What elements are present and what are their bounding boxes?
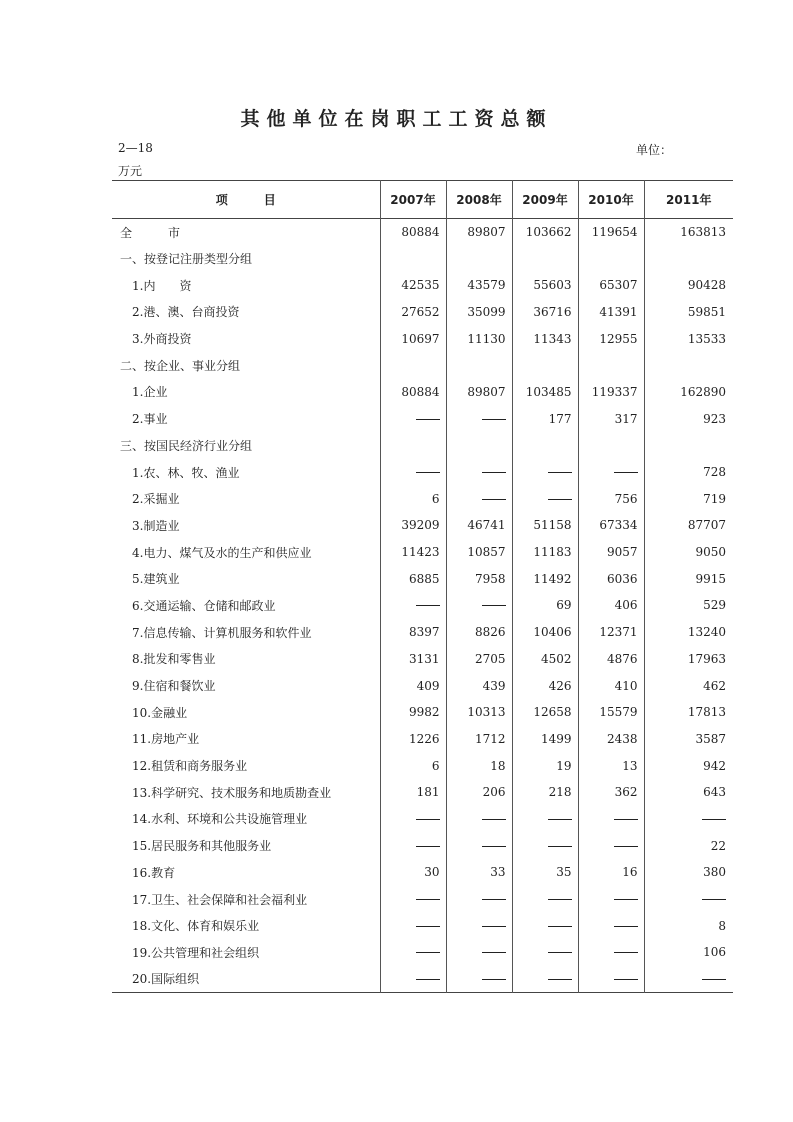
page-title: 其他单位在岗职工工资总额 <box>240 108 553 130</box>
cell-value: 380 <box>644 859 733 886</box>
cell-value: 3587 <box>644 726 733 753</box>
cell-value: 27652 <box>380 299 446 326</box>
table-row <box>112 779 733 806</box>
cell-value: 1499 <box>512 726 578 753</box>
row-label: 7.信息传输、计算机服务和软件业 <box>132 625 312 640</box>
cell-value <box>380 966 446 993</box>
row-label: 1.企业 <box>132 385 168 400</box>
no-data-dash <box>416 819 440 820</box>
cell-value: 51158 <box>512 512 578 539</box>
cell-value <box>578 912 644 939</box>
cell-value: 643 <box>644 779 733 806</box>
cell-value: 9915 <box>644 565 733 592</box>
cell-value: 12371 <box>578 619 644 646</box>
no-data-dash <box>702 979 726 980</box>
no-data-dash <box>416 419 440 420</box>
table-row <box>112 939 733 966</box>
cell-value: 1712 <box>446 726 512 753</box>
table-row <box>112 966 733 993</box>
cell-value <box>644 245 733 272</box>
cell-value <box>578 245 644 272</box>
no-data-dash <box>482 605 506 606</box>
cell-value: 9050 <box>644 539 733 566</box>
cell-value: 16 <box>578 859 644 886</box>
header-year: 2011年 <box>644 181 733 219</box>
cell-value: 80884 <box>380 219 446 246</box>
cell-value: 11130 <box>446 325 512 352</box>
cell-value <box>512 939 578 966</box>
cell-value: 18 <box>446 752 512 779</box>
header-year: 2007年 <box>380 181 446 219</box>
cell-value <box>512 886 578 913</box>
cell-value: 89807 <box>446 379 512 406</box>
table-row <box>112 219 733 246</box>
cell-value: 103485 <box>512 379 578 406</box>
cell-value: 22 <box>644 832 733 859</box>
no-data-dash <box>548 819 572 820</box>
cell-value <box>512 912 578 939</box>
no-data-dash <box>614 899 638 900</box>
table-row <box>112 272 733 299</box>
cell-value: 41391 <box>578 299 644 326</box>
row-label: 2.港、澳、台商投资 <box>132 305 240 320</box>
table-row <box>112 619 733 646</box>
cell-value: 8397 <box>380 619 446 646</box>
cell-value: 462 <box>644 672 733 699</box>
cell-value: 67334 <box>578 512 644 539</box>
table-row <box>112 806 733 833</box>
cell-value <box>380 245 446 272</box>
row-label: 2.采掘业 <box>132 492 180 507</box>
cell-value: 410 <box>578 672 644 699</box>
cell-value <box>380 432 446 459</box>
cell-value <box>644 966 733 993</box>
cell-value: 80884 <box>380 379 446 406</box>
no-data-dash <box>548 979 572 980</box>
table-row <box>112 459 733 486</box>
cell-value <box>512 432 578 459</box>
table-row <box>112 726 733 753</box>
cell-value: 8826 <box>446 619 512 646</box>
no-data-dash <box>416 846 440 847</box>
header-row <box>112 181 733 219</box>
table-row <box>112 646 733 673</box>
no-data-dash <box>482 979 506 980</box>
cell-value: 119337 <box>578 379 644 406</box>
table-row <box>112 752 733 779</box>
row-label: 2.事业 <box>132 412 168 427</box>
cell-value: 13 <box>578 752 644 779</box>
no-data-dash <box>482 419 506 420</box>
no-data-dash <box>416 952 440 953</box>
cell-value <box>446 886 512 913</box>
cell-value <box>578 966 644 993</box>
cell-value: 9982 <box>380 699 446 726</box>
cell-value <box>380 459 446 486</box>
cell-value <box>512 245 578 272</box>
no-data-dash <box>614 819 638 820</box>
cell-value <box>380 912 446 939</box>
no-data-dash <box>482 899 506 900</box>
no-data-dash <box>416 472 440 473</box>
cell-value: 11423 <box>380 539 446 566</box>
row-label: 5.建筑业 <box>132 572 180 587</box>
table-row <box>112 432 733 459</box>
cell-value <box>446 592 512 619</box>
no-data-dash <box>614 926 638 927</box>
cell-value <box>512 806 578 833</box>
row-label: 3.外商投资 <box>132 332 192 347</box>
cell-value: 36716 <box>512 299 578 326</box>
cell-value: 10406 <box>512 619 578 646</box>
table-row <box>112 539 733 566</box>
cell-value: 6 <box>380 752 446 779</box>
no-data-dash <box>482 846 506 847</box>
cell-value: 728 <box>644 459 733 486</box>
no-data-dash <box>548 499 572 500</box>
table-row <box>112 245 733 272</box>
unit-value: 万元 <box>118 164 143 178</box>
cell-value: 8 <box>644 912 733 939</box>
no-data-dash <box>614 472 638 473</box>
table-row <box>112 352 733 379</box>
row-label: 12.租赁和商务服务业 <box>132 759 248 774</box>
cell-value <box>446 939 512 966</box>
no-data-dash <box>548 472 572 473</box>
cell-value <box>578 832 644 859</box>
cell-value: 42535 <box>380 272 446 299</box>
row-label: 三、按国民经济行业分组 <box>120 438 253 453</box>
cell-value: 6036 <box>578 565 644 592</box>
cell-value: 35099 <box>446 299 512 326</box>
no-data-dash <box>482 472 506 473</box>
cell-value: 218 <box>512 779 578 806</box>
cell-value <box>578 432 644 459</box>
no-data-dash <box>416 979 440 980</box>
cell-value: 35 <box>512 859 578 886</box>
table-row <box>112 325 733 352</box>
cell-value <box>446 832 512 859</box>
cell-value: 2705 <box>446 646 512 673</box>
cell-value: 46741 <box>446 512 512 539</box>
no-data-dash <box>482 926 506 927</box>
no-data-dash <box>548 899 572 900</box>
table-row <box>112 379 733 406</box>
cell-value: 33 <box>446 859 512 886</box>
cell-value <box>578 459 644 486</box>
cell-value <box>644 806 733 833</box>
cell-value <box>380 592 446 619</box>
cell-value: 162890 <box>644 379 733 406</box>
no-data-dash <box>482 952 506 953</box>
no-data-dash <box>614 979 638 980</box>
cell-value <box>578 806 644 833</box>
cell-value: 942 <box>644 752 733 779</box>
cell-value: 206 <box>446 779 512 806</box>
cell-value: 529 <box>644 592 733 619</box>
cell-value <box>380 832 446 859</box>
cell-value: 2438 <box>578 726 644 753</box>
table-row <box>112 832 733 859</box>
cell-value: 55603 <box>512 272 578 299</box>
cell-value: 12658 <box>512 699 578 726</box>
row-label: 1.内 资 <box>132 278 192 293</box>
cell-value <box>644 352 733 379</box>
cell-value: 39209 <box>380 512 446 539</box>
cell-value: 4502 <box>512 646 578 673</box>
cell-value <box>644 886 733 913</box>
cell-value <box>446 352 512 379</box>
cell-value: 719 <box>644 485 733 512</box>
cell-value: 439 <box>446 672 512 699</box>
cell-value: 119654 <box>578 219 644 246</box>
cell-value: 9057 <box>578 539 644 566</box>
cell-value: 59851 <box>644 299 733 326</box>
cell-value: 13240 <box>644 619 733 646</box>
cell-value: 89807 <box>446 219 512 246</box>
no-data-dash <box>548 952 572 953</box>
cell-value <box>512 485 578 512</box>
cell-value: 6 <box>380 485 446 512</box>
no-data-dash <box>548 846 572 847</box>
cell-value <box>380 886 446 913</box>
table-row <box>112 485 733 512</box>
cell-value: 923 <box>644 405 733 432</box>
no-data-dash <box>702 899 726 900</box>
cell-value <box>380 352 446 379</box>
cell-value: 106 <box>644 939 733 966</box>
cell-value <box>446 459 512 486</box>
cell-value <box>644 432 733 459</box>
cell-value <box>446 405 512 432</box>
cell-value: 11492 <box>512 565 578 592</box>
cell-value <box>512 832 578 859</box>
cell-value: 406 <box>578 592 644 619</box>
row-label: 1.农、林、牧、渔业 <box>132 465 240 480</box>
row-label: 全 市 <box>120 225 181 240</box>
cell-value: 362 <box>578 779 644 806</box>
no-data-dash <box>482 819 506 820</box>
table-row <box>112 592 733 619</box>
row-label: 16.教育 <box>132 865 176 880</box>
header-year: 2008年 <box>446 181 512 219</box>
cell-value <box>446 966 512 993</box>
cell-value: 19 <box>512 752 578 779</box>
cell-value: 87707 <box>644 512 733 539</box>
no-data-dash <box>416 899 440 900</box>
cell-value <box>578 939 644 966</box>
no-data-dash <box>614 952 638 953</box>
cell-value: 12955 <box>578 325 644 352</box>
table-row <box>112 912 733 939</box>
cell-value <box>446 806 512 833</box>
row-label: 4.电力、煤气及水的生产和供应业 <box>132 545 312 560</box>
row-label: 15.居民服务和其他服务业 <box>132 839 272 854</box>
cell-value <box>446 912 512 939</box>
cell-value: 17813 <box>644 699 733 726</box>
cell-value: 6885 <box>380 565 446 592</box>
cell-value <box>578 352 644 379</box>
row-label: 14.水利、环境和公共设施管理业 <box>132 812 308 827</box>
row-label: 6.交通运输、仓储和邮政业 <box>132 598 276 613</box>
cell-value <box>578 886 644 913</box>
header-year: 2010年 <box>578 181 644 219</box>
row-label: 20.国际组织 <box>132 972 200 987</box>
cell-value: 90428 <box>644 272 733 299</box>
cell-value: 317 <box>578 405 644 432</box>
row-label: 一、按登记注册类型分组 <box>120 252 253 267</box>
row-label: 3.制造业 <box>132 518 180 533</box>
row-label: 17.卫生、社会保障和社会福利业 <box>132 892 308 907</box>
cell-value: 10313 <box>446 699 512 726</box>
row-label: 19.公共管理和社会组织 <box>132 945 260 960</box>
no-data-dash <box>416 926 440 927</box>
cell-value: 13533 <box>644 325 733 352</box>
cell-value: 103662 <box>512 219 578 246</box>
header-year: 2009年 <box>512 181 578 219</box>
row-label: 11.房地产业 <box>132 732 200 747</box>
unit-label: 单位： <box>636 143 673 157</box>
cell-value <box>380 939 446 966</box>
row-label: 10.金融业 <box>132 705 188 720</box>
cell-value: 69 <box>512 592 578 619</box>
cell-value: 177 <box>512 405 578 432</box>
row-label: 13.科学研究、技术服务和地质勘查业 <box>132 785 332 800</box>
cell-value: 426 <box>512 672 578 699</box>
wage-table <box>112 180 733 993</box>
row-label: 9.住宿和餐饮业 <box>132 679 216 694</box>
row-label: 8.批发和零售业 <box>132 652 216 667</box>
cell-value: 30 <box>380 859 446 886</box>
no-data-dash <box>416 605 440 606</box>
cell-value <box>446 432 512 459</box>
cell-value: 756 <box>578 485 644 512</box>
table-row <box>112 512 733 539</box>
row-label: 二、按企业、事业分组 <box>120 358 241 373</box>
table-row <box>112 565 733 592</box>
table-row <box>112 886 733 913</box>
cell-value: 10697 <box>380 325 446 352</box>
cell-value: 11343 <box>512 325 578 352</box>
cell-value <box>446 485 512 512</box>
cell-value: 1226 <box>380 726 446 753</box>
cell-value: 163813 <box>644 219 733 246</box>
table-row <box>112 405 733 432</box>
no-data-dash <box>482 499 506 500</box>
cell-value: 4876 <box>578 646 644 673</box>
no-data-dash <box>614 846 638 847</box>
cell-value: 11183 <box>512 539 578 566</box>
no-data-dash <box>548 926 572 927</box>
table-row <box>112 699 733 726</box>
cell-value: 409 <box>380 672 446 699</box>
table-row <box>112 299 733 326</box>
cell-value <box>512 459 578 486</box>
cell-value: 15579 <box>578 699 644 726</box>
cell-value <box>512 352 578 379</box>
table-code: 2—18 <box>118 141 153 155</box>
cell-value: 17963 <box>644 646 733 673</box>
cell-value <box>380 806 446 833</box>
cell-value: 10857 <box>446 539 512 566</box>
cell-value <box>380 405 446 432</box>
cell-value: 65307 <box>578 272 644 299</box>
table-row <box>112 672 733 699</box>
no-data-dash <box>702 819 726 820</box>
header-item: 项 目 <box>215 193 276 207</box>
cell-value <box>446 245 512 272</box>
cell-value: 7958 <box>446 565 512 592</box>
cell-value: 181 <box>380 779 446 806</box>
table-row <box>112 859 733 886</box>
cell-value <box>512 966 578 993</box>
cell-value: 3131 <box>380 646 446 673</box>
cell-value: 43579 <box>446 272 512 299</box>
row-label: 18.文化、体育和娱乐业 <box>132 919 260 934</box>
